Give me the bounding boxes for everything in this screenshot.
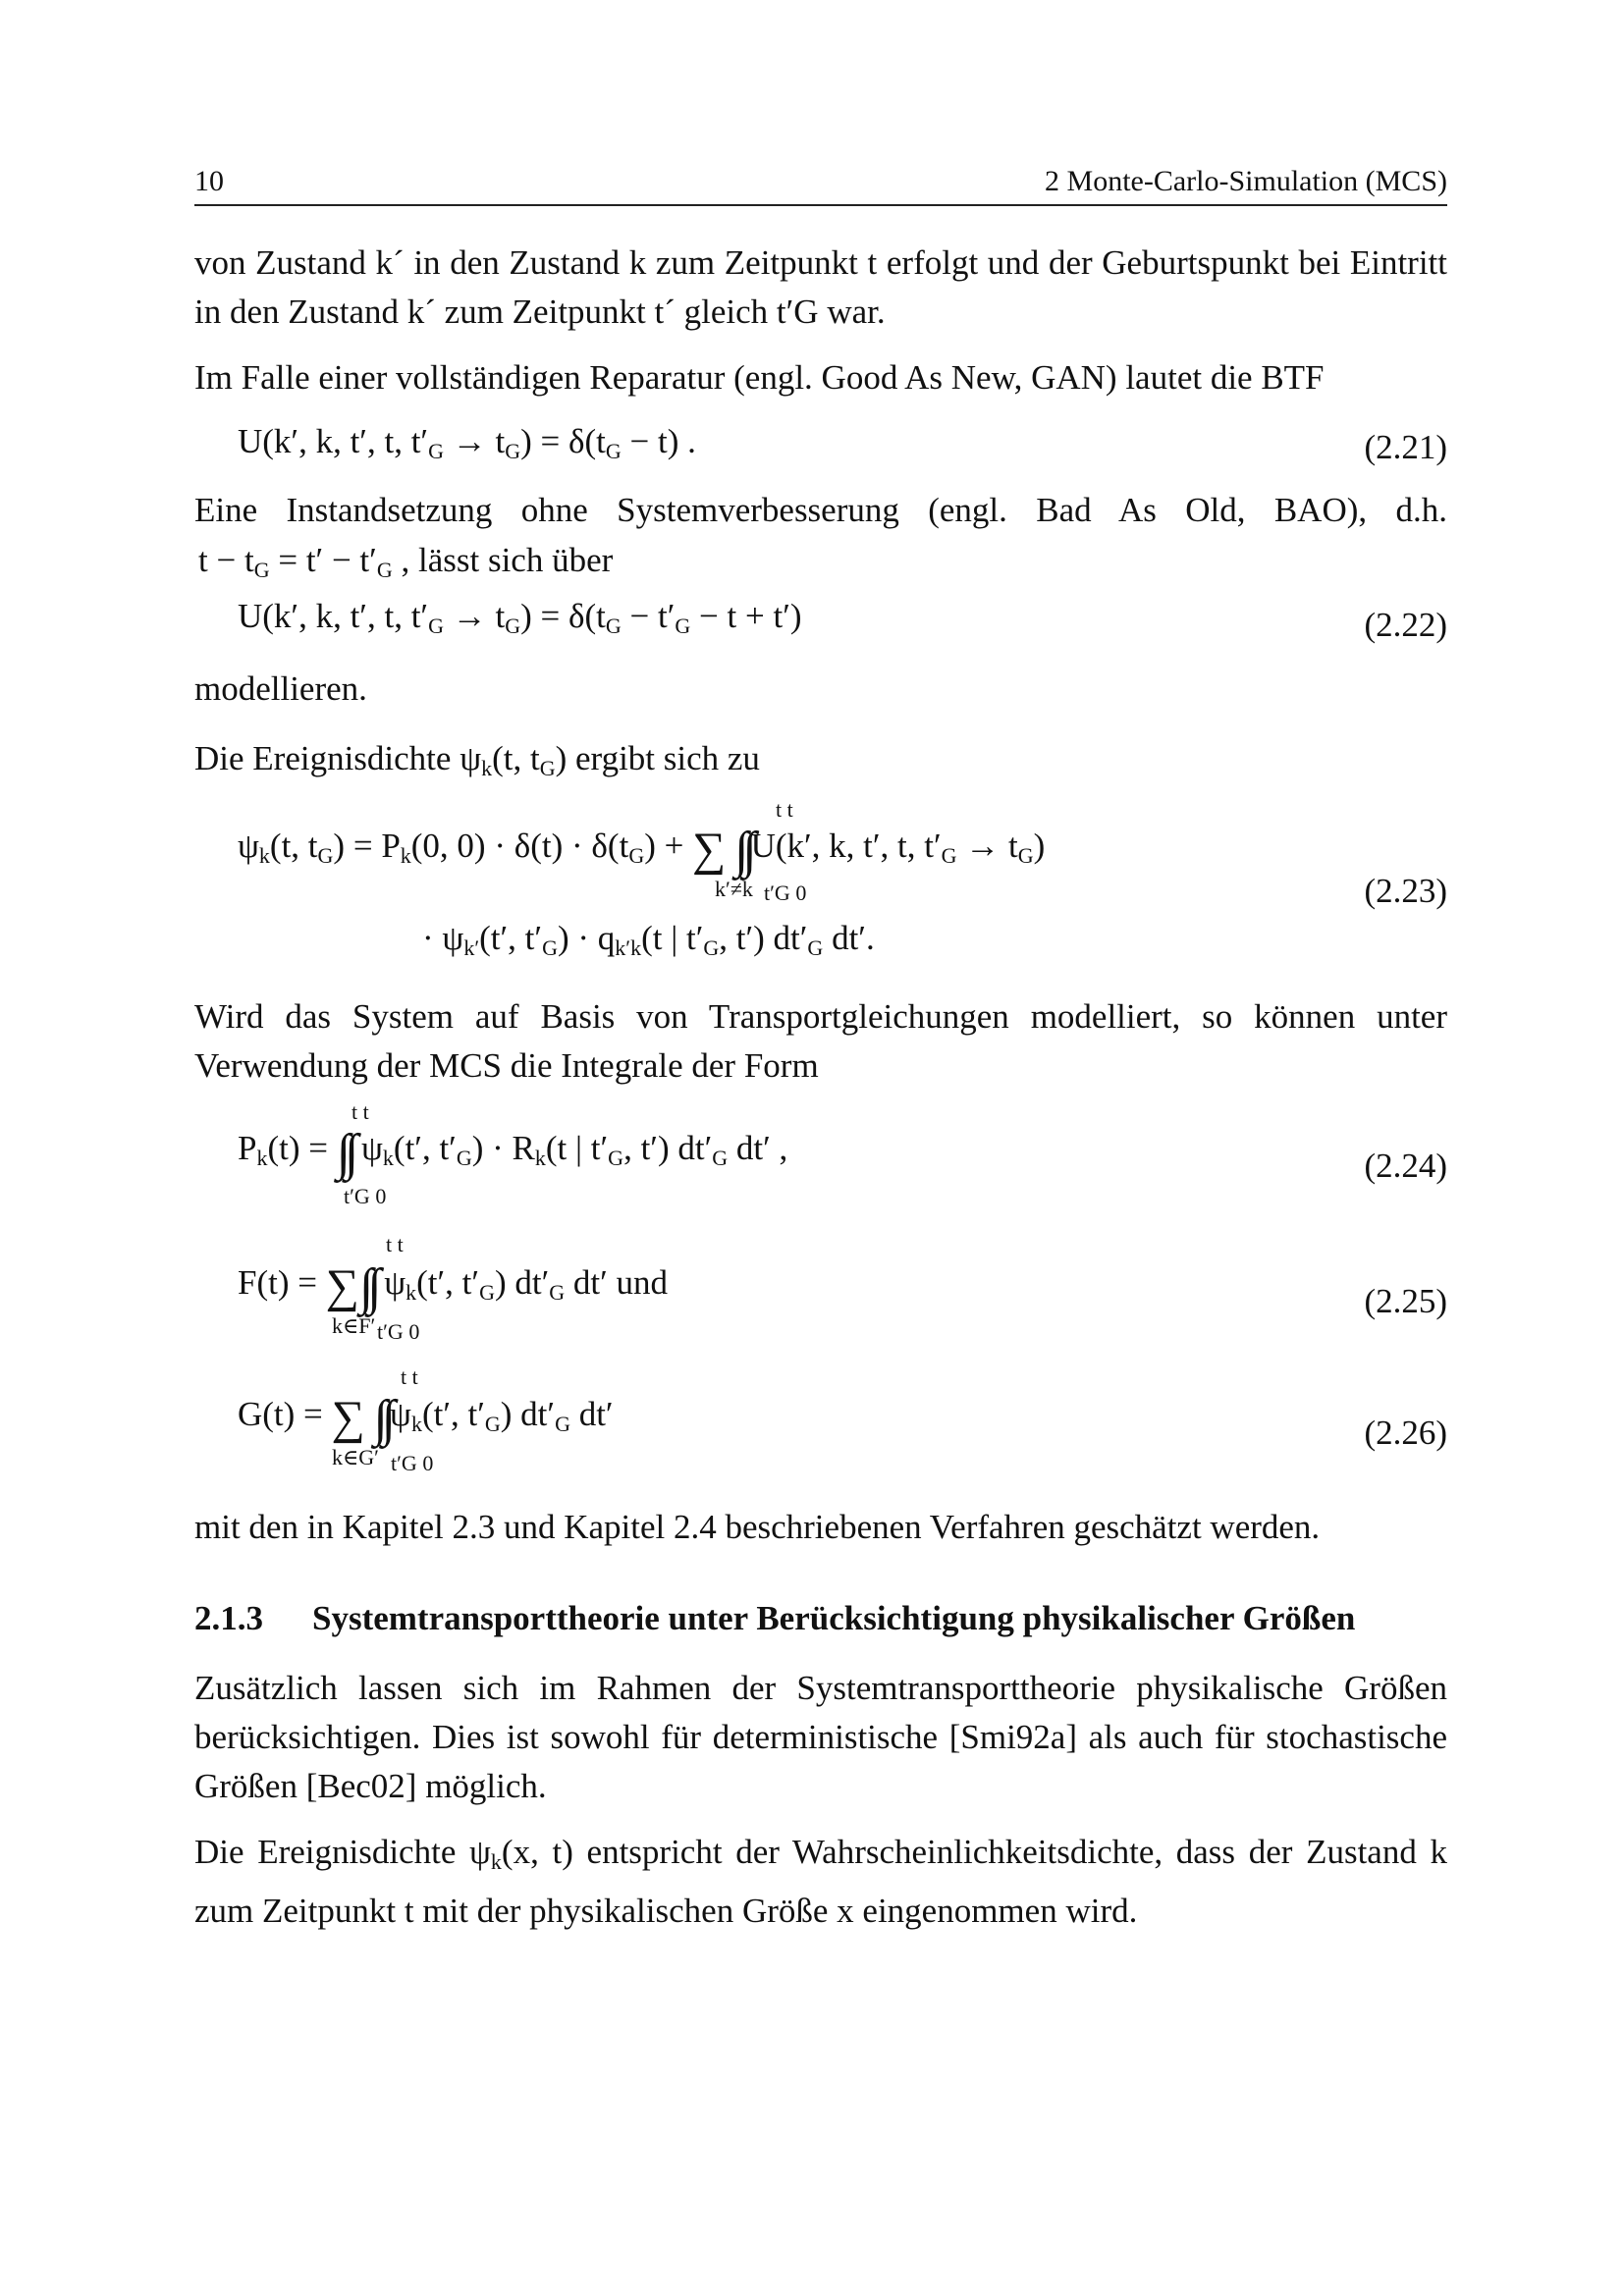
paragraph-7: mit den in Kapitel 2.3 und Kapitel 2.4 beschriebenen Verfahren geschätzt werden. [194, 1508, 1321, 1546]
equation-number-2-25: (2.25) [1364, 1282, 1447, 1320]
paragraph-2: Im Falle einer vollständigen Reparatur (engl. Good As New, GAN) lautet die BTF [194, 358, 1325, 397]
paragraph-4: modellieren. [194, 669, 367, 708]
chapter-title: 2 Monte-Carlo-Simulation (MCS) [1045, 165, 1447, 197]
double-integral-symbol: ∫∫ [358, 1259, 376, 1315]
sum-lower-index: k′≠k [715, 877, 753, 901]
sum-symbol: ∑ [331, 1392, 365, 1444]
page-number: 10 [194, 165, 224, 197]
paragraph-9: Die Ereignisdichte $\psi_k(x$, t) entspricht der Wahrscheinlichkeitsdichte, dass der Zustand k zum Zeitpunkt t mit der physikalischen Größe x eingenommen wird. [194, 1833, 1447, 1930]
sum-symbol: ∑ [692, 824, 727, 876]
equation-number-2-24: (2.24) [1364, 1147, 1447, 1185]
integral-upper-limits: t t [401, 1364, 418, 1389]
integral-lower-limits: t′G 0 [391, 1451, 434, 1475]
double-integral-symbol: ∫∫ [336, 1125, 353, 1181]
equation-number-2-26: (2.26) [1364, 1414, 1447, 1452]
integral-upper-limits: t t [386, 1232, 404, 1256]
equation-number-2-22: (2.22) [1364, 606, 1447, 644]
paragraph-5: Die Ereignisdichte $\psi_k(t$, $t_G$) ergibt sich zu [194, 739, 760, 780]
paragraph-3-formula: $t - t_G = t' - t'_G$ , lässt sich über [198, 541, 614, 582]
section-heading [194, 1599, 1355, 1638]
integral-upper-limits: t t [352, 1099, 369, 1124]
integral-lower-limits: t′G 0 [764, 881, 807, 905]
equation-2-23-line-2: · $\psi_{k'}(t'$, $t'_G) \cdot q_{k'k}(t$ | $t'_G$, t′) $dt'_G$ dt′. [422, 919, 875, 960]
integral-upper-limits: t t [776, 797, 793, 822]
sum-lower-index: k∈G′ [332, 1445, 379, 1469]
equation-2-22: U(k′, k, t′, t, $t'_G \to t_G) = \delta(t_G - t'_G - t + t')$ [238, 597, 802, 638]
paragraph-3: Eine Instandsetzung ohne Systemverbesserung (engl. Bad As Old, BAO), d.h. [194, 491, 1447, 529]
running-header [194, 165, 1447, 206]
equation-2-21: U(k′, k, t′, t, $t'_G \to t_G) = \delta(t_G - t)$ . [238, 422, 696, 463]
double-integral-symbol: ∫∫ [734, 823, 751, 879]
sum-symbol: ∑ [325, 1260, 359, 1312]
sum-lower-index: k∈F′ [332, 1313, 376, 1338]
section-number: 2.1.3 [194, 1599, 263, 1637]
equation-2-24: $P_k(t)$ = ∫∫ $\psi_k(t'$, $t'_G) \cdot R_k(t$ | $t'_G$, t′) $dt'_G$ dt′ , [238, 1125, 788, 1181]
paragraph-8: Zusätzlich lassen sich im Rahmen der Systemtransporttheorie physikalische Größen berücksichtigen. Dies ist sowohl für deterministische [Smi92a] als auch für stochastische Größen [Bec02] möglich. [194, 1669, 1447, 1805]
integral-lower-limits: t′G 0 [377, 1319, 420, 1344]
section-title: Systemtransporttheorie unter Berücksichtigung physikalischer Größen [312, 1599, 1356, 1637]
double-integral-symbol: ∫∫ [373, 1391, 391, 1447]
paragraph-1: von Zustand k´ in den Zustand k zum Zeitpunkt t erfolgt und der Geburtspunkt bei Eintritt in den Zustand k´ zum Zeitpunkt t´ gleich t′G war. [194, 243, 1447, 331]
equation-2-23-line-1: $\psi_k(t$, $t_G) = P_k(0$, $0) \cdot \delta(t) \cdot \delta(t_G)$ + ∑ ∫∫U(k′, k, t′, t, $t'_G \to t_G$) [238, 823, 1046, 879]
equation-number-2-21: (2.21) [1364, 428, 1447, 466]
equation-2-25: F(t) = ∑∫∫ $\psi_k(t'$, $t'_G$) $dt'_G$ dt′ und [238, 1259, 669, 1315]
paragraph-6: Wird das System auf Basis von Transportgleichungen modelliert, so können unter Verwendung der MCS die Integrale der Form [194, 997, 1447, 1085]
equation-number-2-23: (2.23) [1364, 872, 1447, 910]
integral-lower-limits: t′G 0 [344, 1184, 387, 1208]
equation-2-26: G(t) = ∑ $\int\int\psi_k(t'$, $t'_G$) $dt'_G$ dt′ [238, 1391, 614, 1447]
